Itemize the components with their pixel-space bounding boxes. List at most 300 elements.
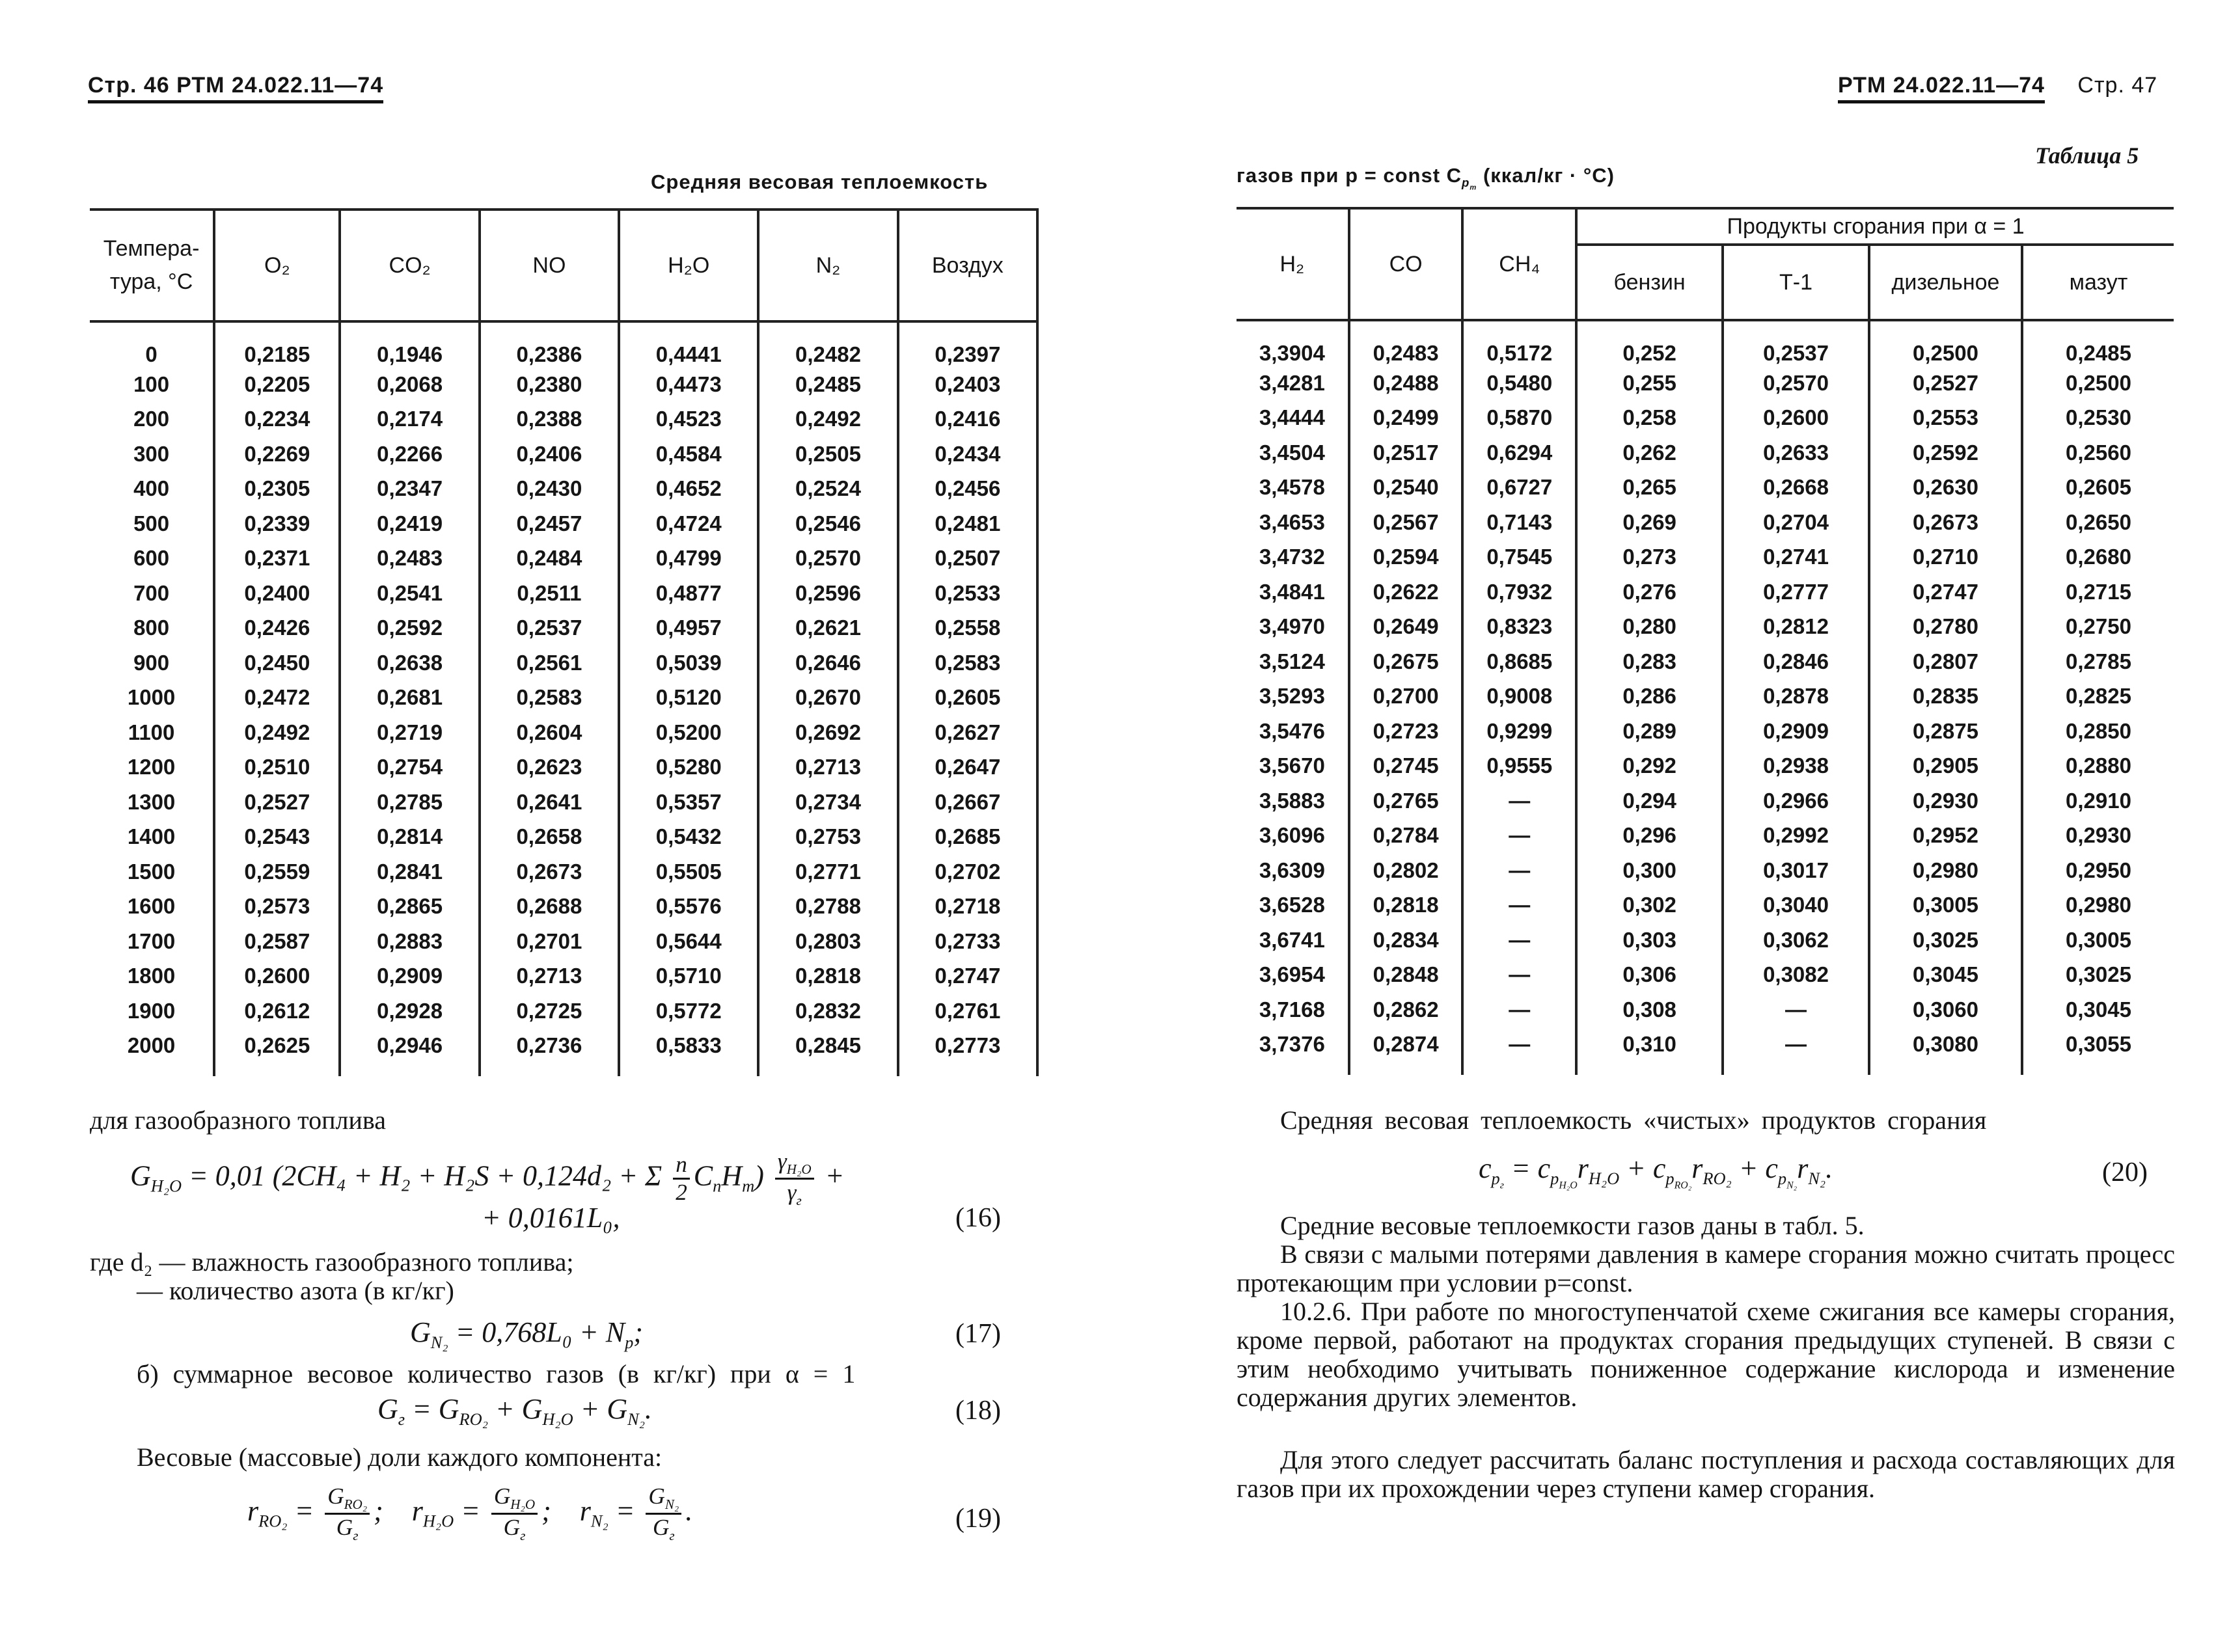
table-row bbox=[1237, 320, 2174, 366]
table-cell: 0,2174 bbox=[340, 402, 479, 437]
table-cell: 0,2670 bbox=[758, 681, 897, 716]
table-cell: 0,2605 bbox=[2022, 470, 2174, 506]
table-row bbox=[1237, 714, 2174, 749]
table-cell: 0,5172 bbox=[1462, 320, 1576, 366]
table-cell: 1800 bbox=[127, 964, 176, 988]
col-co2: CO₂ bbox=[340, 210, 479, 321]
table-row bbox=[90, 506, 1037, 541]
table-cell: 0,4652 bbox=[619, 472, 758, 507]
table-cell: 0,2818 bbox=[1349, 888, 1463, 923]
table-cell: 0,2930 bbox=[1869, 783, 2022, 819]
table-cell: 0,2524 bbox=[758, 472, 897, 507]
table-cell: 0,2909 bbox=[340, 959, 479, 994]
table-cell: 0,2812 bbox=[1723, 610, 1869, 645]
table-row bbox=[1237, 923, 2174, 958]
table-row bbox=[1237, 819, 2174, 854]
table-cell: 0,2980 bbox=[2022, 888, 2174, 923]
table-cell: 0,2803 bbox=[758, 924, 897, 959]
table-cell: 0,2573 bbox=[214, 889, 340, 925]
table-cell: 0,5480 bbox=[1462, 366, 1576, 401]
table-spacer-cell bbox=[619, 1063, 758, 1076]
table-cell: 0,2875 bbox=[1869, 714, 2022, 749]
table-row bbox=[90, 402, 1037, 437]
table-row bbox=[90, 611, 1037, 646]
table-cell: 1700 bbox=[127, 928, 176, 953]
table-cell: 0,2802 bbox=[1349, 853, 1463, 888]
table-cell: 0,2784 bbox=[1349, 819, 1463, 854]
paragraph-mean-heat-capacity: Средняя весовая теплоемкость «чистых» продуктов сгорания bbox=[1280, 1105, 1987, 1135]
table-cell: 0,2485 bbox=[2022, 320, 2174, 366]
table-cell: 0,9299 bbox=[1462, 714, 1576, 749]
table-cell: 0,2715 bbox=[2022, 575, 2174, 610]
table-cell: 0,2845 bbox=[758, 1029, 897, 1064]
table-cell: 0,2622 bbox=[1349, 575, 1463, 610]
table-cell: 0,2507 bbox=[898, 541, 1037, 576]
table-cell: 0,2537 bbox=[1723, 320, 1869, 366]
table-cell: 0,2583 bbox=[898, 645, 1037, 681]
equation-16-number: (16) bbox=[955, 1203, 1001, 1233]
table-cell: 0,2701 bbox=[480, 924, 619, 959]
table-cell: 500 bbox=[133, 511, 170, 535]
table-cell: 0,4584 bbox=[619, 437, 758, 472]
table-cell: 0,294 bbox=[1576, 783, 1723, 819]
table-cell: 0,258 bbox=[1576, 401, 1723, 436]
table-cell: — bbox=[1462, 783, 1576, 819]
table-row bbox=[1237, 679, 2174, 714]
table-cell: 0,2570 bbox=[1723, 366, 1869, 401]
table-cell: 0,2734 bbox=[758, 785, 897, 820]
col-no: NO bbox=[480, 210, 619, 321]
table-cell: 0,2747 bbox=[898, 959, 1037, 994]
table-cell: 0,2450 bbox=[214, 645, 340, 681]
table-cell: 0,5432 bbox=[619, 820, 758, 855]
table-cell: 1600 bbox=[127, 894, 176, 919]
table-cell: 0,2910 bbox=[2022, 783, 2174, 819]
table-row bbox=[90, 321, 1037, 367]
table-cell: 0,2646 bbox=[758, 645, 897, 681]
table-cell: 3,6954 bbox=[1259, 962, 1325, 987]
table-cell: 0,2719 bbox=[340, 715, 479, 750]
table-cell: 0,2807 bbox=[1869, 644, 2022, 679]
equation-16-line1: $G_{H_2O} = 0,01$ (2CH₄ + H₂ + H₂S + 0,124d₂ + Σ $\frac{n}{2}$ $C_nH_m$) $\frac{\gamma_{H_2O}}{\gamma_г}$ + bbox=[130, 1148, 845, 1209]
table-cell: 1300 bbox=[127, 789, 176, 814]
paragraph-table-ref: Средние весовые теплоемкости газов даны в табл. 5. bbox=[1280, 1211, 1865, 1240]
table-spacer-cell bbox=[1869, 1062, 2022, 1075]
col-h2o: H₂O bbox=[619, 210, 758, 321]
table-cell: 0,4957 bbox=[619, 611, 758, 646]
table-cell: 0,3005 bbox=[2022, 923, 2174, 958]
table-row bbox=[90, 437, 1037, 472]
table-cell: 0 bbox=[145, 342, 157, 366]
table-cell: — bbox=[1462, 923, 1576, 958]
table-cell: 0,2754 bbox=[340, 750, 479, 785]
table-cell: 0,2604 bbox=[480, 715, 619, 750]
table-row bbox=[1237, 644, 2174, 679]
table-cell: — bbox=[1462, 819, 1576, 854]
equation-19: $r_{RO_2}$ = $\frac{G_{RO_2}}{G_г}$ ; $r_{H_2O}$ = $\frac{G_{H_2O}}{G_г}$ ; $r_{N_2}$ = $\frac{G_{N_2}}{G_г}$ . bbox=[247, 1483, 693, 1544]
table-cell: — bbox=[1723, 992, 1869, 1027]
table-cell: 0,2638 bbox=[340, 645, 479, 681]
text-gas-fuel: для газообразного топлива bbox=[90, 1105, 386, 1135]
table-cell: 0,2205 bbox=[214, 367, 340, 402]
table-cell: 0,2600 bbox=[214, 959, 340, 994]
table-row bbox=[90, 785, 1037, 820]
col-temperature: Темпера-тура, °С bbox=[103, 236, 200, 294]
table-spacer-cell bbox=[1237, 1062, 1349, 1075]
table-cell: 0,2546 bbox=[758, 506, 897, 541]
heat-capacity-table-right bbox=[1237, 207, 2174, 1075]
table-row bbox=[90, 645, 1037, 681]
table-cell: 0,2905 bbox=[1869, 749, 2022, 784]
table-cell: 3,6309 bbox=[1259, 858, 1325, 882]
table-cell: 0,2835 bbox=[1869, 679, 2022, 714]
table-cell: 0,2596 bbox=[758, 576, 897, 611]
table-cell: 0,9008 bbox=[1462, 679, 1576, 714]
table-cell: 0,2681 bbox=[340, 681, 479, 716]
table-cell: 0,5505 bbox=[619, 854, 758, 889]
table-cell: 1000 bbox=[127, 685, 176, 710]
table-cell: 0,2713 bbox=[480, 959, 619, 994]
table-spacer-cell bbox=[1723, 1062, 1869, 1075]
table-cell: 0,5280 bbox=[619, 750, 758, 785]
table-cell: 0,3025 bbox=[2022, 958, 2174, 993]
table-cell: 0,1946 bbox=[340, 321, 479, 367]
table-cell: 0,7545 bbox=[1462, 540, 1576, 575]
table-cell: 0,310 bbox=[1576, 1027, 1723, 1063]
table-cell: 0,2736 bbox=[480, 1029, 619, 1064]
table-cell: 0,2386 bbox=[480, 321, 619, 367]
table-spacer-cell bbox=[90, 1063, 214, 1076]
table-cell: — bbox=[1462, 888, 1576, 923]
table-cell: 0,2558 bbox=[898, 611, 1037, 646]
table-cell: 0,2492 bbox=[758, 402, 897, 437]
table-cell: 0,2400 bbox=[214, 576, 340, 611]
table-cell: 0,5576 bbox=[619, 889, 758, 925]
table-cell: 3,5670 bbox=[1259, 753, 1325, 778]
table-cell: 0,2627 bbox=[898, 715, 1037, 750]
table-spacer-cell bbox=[2022, 1062, 2174, 1075]
equation-20: $c_{p_г} = c_{p_{H_2O}}r_{H_2O} + c_{p_{RO_2}}r_{RO_2} + c_{p_{N_2}}r_{N_2}$. bbox=[1479, 1152, 1833, 1191]
table-cell: 0,7932 bbox=[1462, 575, 1576, 610]
table-cell: 0,2266 bbox=[340, 437, 479, 472]
table-cell: 900 bbox=[133, 650, 170, 675]
table-cell: 3,6741 bbox=[1259, 927, 1325, 952]
table-cell: 0,286 bbox=[1576, 679, 1723, 714]
right-page-header: РТМ 24.022.11—74 Стр. 47 bbox=[1838, 73, 2157, 98]
table-cell: 0,2482 bbox=[758, 321, 897, 367]
table-cell: — bbox=[1723, 1027, 1869, 1063]
table-cell: 800 bbox=[133, 616, 170, 640]
table-cell: 0,2938 bbox=[1723, 749, 1869, 784]
where-d2: где d₂ — влажность газообразного топлива; bbox=[90, 1247, 574, 1277]
table-row bbox=[1237, 888, 2174, 923]
table-row bbox=[90, 889, 1037, 925]
table-cell: 0,2397 bbox=[898, 321, 1037, 367]
equation-18-number: (18) bbox=[955, 1396, 1001, 1426]
table-cell: 0,2537 bbox=[480, 611, 619, 646]
table-cell: 0,2688 bbox=[480, 889, 619, 925]
paragraph-10-2-6: 10.2.6. При работе по многоступенчатой схеме сжигания все камеры сгорания, кроме первой, работают на продуктах сгорания предыдущих ступеней. В связи с этим необходимо учитывать пониженное содержание кислорода и изменение содержания других элементов. bbox=[1237, 1297, 2175, 1412]
left-page bbox=[0, 0, 1114, 1652]
table-cell: 0,5644 bbox=[619, 924, 758, 959]
table-cell: 0,2649 bbox=[1349, 610, 1463, 645]
table-row bbox=[1237, 540, 2174, 575]
table-cell: 0,2668 bbox=[1723, 470, 1869, 506]
table-cell: 1100 bbox=[128, 720, 175, 744]
table-cell: 0,2878 bbox=[1723, 679, 1869, 714]
table-cell: 3,5883 bbox=[1259, 788, 1325, 813]
table-cell: 0,2950 bbox=[2022, 853, 2174, 888]
table-cell: 0,2416 bbox=[898, 402, 1037, 437]
table-cell: 3,4281 bbox=[1259, 370, 1325, 395]
table-cell: 3,5476 bbox=[1259, 718, 1325, 743]
table-body bbox=[1237, 320, 2174, 1075]
left-table-caption: Средняя весовая теплоемкость bbox=[651, 170, 989, 193]
table-cell: 0,3080 bbox=[1869, 1027, 2022, 1063]
table-cell: 0,2185 bbox=[214, 321, 340, 367]
table-cell: 0,6294 bbox=[1462, 435, 1576, 470]
table-cell: 0,2641 bbox=[480, 785, 619, 820]
table-cell: 0,2862 bbox=[1349, 992, 1463, 1027]
table-cell: 0,2658 bbox=[480, 820, 619, 855]
table-row bbox=[1237, 435, 2174, 470]
table-cell: 0,6727 bbox=[1462, 470, 1576, 506]
table-header-row-1 bbox=[1237, 208, 2174, 245]
table-cell: 0,2765 bbox=[1349, 783, 1463, 819]
table-cell: 0,2234 bbox=[214, 402, 340, 437]
paragraph-pressure-losses: В связи с малыми потерями давления в камере сгорания можно считать процесс протекающим при условии p=const. bbox=[1237, 1239, 2175, 1297]
table-cell: 0,255 bbox=[1576, 366, 1723, 401]
table-row bbox=[1237, 1027, 2174, 1063]
table-cell: 0,2541 bbox=[340, 576, 479, 611]
table-cell: 0,2702 bbox=[898, 854, 1037, 889]
table-cell: 0,2592 bbox=[340, 611, 479, 646]
table-cell: 0,3055 bbox=[2022, 1027, 2174, 1063]
table-cell: 0,306 bbox=[1576, 958, 1723, 993]
table-cell: 0,3062 bbox=[1723, 923, 1869, 958]
table-cell: 0,2880 bbox=[2022, 749, 2174, 784]
table-cell: 0,2472 bbox=[214, 681, 340, 716]
table-cell: 0,283 bbox=[1576, 644, 1723, 679]
table-cell: 1400 bbox=[127, 824, 176, 849]
table-cell: 100 bbox=[133, 372, 170, 396]
table-bottom-spacer bbox=[1237, 1062, 2174, 1075]
table-cell: 0,2488 bbox=[1349, 366, 1463, 401]
table-cell: 0,3040 bbox=[1723, 888, 1869, 923]
table-cell: 3,4732 bbox=[1259, 545, 1325, 569]
table-cell: 0,2406 bbox=[480, 437, 619, 472]
table-cell: 0,2745 bbox=[1349, 749, 1463, 784]
table-cell: 0,2883 bbox=[340, 924, 479, 959]
table-cell: 0,2594 bbox=[1349, 540, 1463, 575]
table-cell: 0,2761 bbox=[898, 994, 1037, 1029]
table-cell: 0,302 bbox=[1576, 888, 1723, 923]
table-cell: 3,4444 bbox=[1259, 405, 1325, 430]
table-cell: 0,2492 bbox=[214, 715, 340, 750]
table-cell: 0,2667 bbox=[898, 785, 1037, 820]
table-cell: 0,2403 bbox=[898, 367, 1037, 402]
table-cell: 0,2814 bbox=[340, 820, 479, 855]
table-cell: 0,2704 bbox=[1723, 505, 1869, 540]
table-cell: 3,6528 bbox=[1259, 893, 1325, 917]
table-cell: 0,308 bbox=[1576, 992, 1723, 1027]
table-cell: 0,2780 bbox=[1869, 610, 2022, 645]
table-cell: 0,2561 bbox=[480, 645, 619, 681]
table-cell: 0,5833 bbox=[619, 1029, 758, 1064]
table-cell: 0,5200 bbox=[619, 715, 758, 750]
table-row bbox=[90, 820, 1037, 855]
table-cell: 0,2527 bbox=[214, 785, 340, 820]
equation-18: $G_г = G_{RO_2} + G_{H_2O} + G_{N_2}$. bbox=[377, 1393, 652, 1429]
table-cell: 0,2371 bbox=[214, 541, 340, 576]
table-cell: 0,2485 bbox=[758, 367, 897, 402]
where-nitrogen: — количество азота (в кг/кг) bbox=[137, 1276, 454, 1305]
heat-capacity-table-left bbox=[90, 208, 1039, 1076]
col-o2: O₂ bbox=[214, 210, 340, 321]
table-cell: 0,8685 bbox=[1462, 644, 1576, 679]
table-cell: 0,5870 bbox=[1462, 401, 1576, 436]
table-row bbox=[1237, 853, 2174, 888]
table-cell: 0,2625 bbox=[214, 1029, 340, 1064]
table-cell: 0,2692 bbox=[758, 715, 897, 750]
table-row bbox=[90, 994, 1037, 1029]
table-cell: 0,289 bbox=[1576, 714, 1723, 749]
table-cell: 0,2850 bbox=[2022, 714, 2174, 749]
table-cell: 0,2553 bbox=[1869, 401, 2022, 436]
equation-17: $G_{N_2} = 0,768L_0 + N_p$; bbox=[410, 1316, 643, 1352]
table-cell: 0,2673 bbox=[1869, 505, 2022, 540]
table-row bbox=[90, 681, 1037, 716]
table-cell: 0,2785 bbox=[340, 785, 479, 820]
table-cell: 3,4504 bbox=[1259, 440, 1325, 465]
table-cell: 0,2068 bbox=[340, 367, 479, 402]
table-cell: 0,2785 bbox=[2022, 644, 2174, 679]
table-cell: 0,2966 bbox=[1723, 783, 1869, 819]
table-cell: 3,7168 bbox=[1259, 997, 1325, 1022]
table-cell: 0,2505 bbox=[758, 437, 897, 472]
table-spacer-cell bbox=[340, 1063, 479, 1076]
table-cell: 3,5293 bbox=[1259, 684, 1325, 709]
table-row bbox=[90, 367, 1037, 402]
table-cell: 0,262 bbox=[1576, 435, 1723, 470]
table-cell: 3,3904 bbox=[1259, 341, 1325, 365]
col-diesel: дизельное bbox=[1869, 245, 2022, 320]
table-cell: 0,3005 bbox=[1869, 888, 2022, 923]
table-cell: 0,2650 bbox=[2022, 505, 2174, 540]
table-row bbox=[90, 1029, 1037, 1064]
table-cell: 0,4441 bbox=[619, 321, 758, 367]
table-cell: 0,269 bbox=[1576, 505, 1723, 540]
table-row bbox=[90, 715, 1037, 750]
table-cell: 0,3045 bbox=[1869, 958, 2022, 993]
table-cell: 0,2992 bbox=[1723, 819, 1869, 854]
table-cell: 0,2511 bbox=[480, 576, 619, 611]
table-spacer-cell bbox=[1462, 1062, 1576, 1075]
table-cell: 0,2825 bbox=[2022, 679, 2174, 714]
table-cell: 0,2846 bbox=[1723, 644, 1869, 679]
table-spacer-cell bbox=[480, 1063, 619, 1076]
table-cell: 0,4799 bbox=[619, 541, 758, 576]
table-row bbox=[1237, 749, 2174, 784]
table-cell: 0,2457 bbox=[480, 506, 619, 541]
table-cell: 0,2570 bbox=[758, 541, 897, 576]
table-cell: 0,2483 bbox=[340, 541, 479, 576]
table-row bbox=[1237, 505, 2174, 540]
table-cell: 0,8323 bbox=[1462, 610, 1576, 645]
table-cell: 0,2700 bbox=[1349, 679, 1463, 714]
table-cell: 0,2587 bbox=[214, 924, 340, 959]
table-cell: 0,2747 bbox=[1869, 575, 2022, 610]
table-cell: 0,2456 bbox=[898, 472, 1037, 507]
table-cell: 3,4970 bbox=[1259, 614, 1325, 639]
table-cell: 0,3025 bbox=[1869, 923, 2022, 958]
table-cell: 0,5357 bbox=[619, 785, 758, 820]
table-cell: 0,2980 bbox=[1869, 853, 2022, 888]
equation-20-number: (20) bbox=[2102, 1158, 2148, 1187]
table-cell: 0,2741 bbox=[1723, 540, 1869, 575]
table-cell: 0,7143 bbox=[1462, 505, 1576, 540]
table-cell: 0,4473 bbox=[619, 367, 758, 402]
mass-fractions-text: Весовые (массовые) доли каждого компонента: bbox=[137, 1442, 663, 1472]
table-cell: 0,303 bbox=[1576, 923, 1723, 958]
table-cell: 0,2723 bbox=[1349, 714, 1463, 749]
table-cell: 0,2481 bbox=[898, 506, 1037, 541]
table-cell: 0,2612 bbox=[214, 994, 340, 1029]
table-cell: 0,2909 bbox=[1723, 714, 1869, 749]
table-cell: 3,4841 bbox=[1259, 579, 1325, 604]
table-cell: 0,2633 bbox=[1723, 435, 1869, 470]
table-cell: 0,2753 bbox=[758, 820, 897, 855]
right-table-caption: газов при p = const $C_{p_m}$ (ккал/кг · °С) bbox=[1237, 164, 1615, 192]
equation-17-number: (17) bbox=[955, 1319, 1001, 1349]
equation-19-number: (19) bbox=[955, 1504, 1001, 1534]
table-row bbox=[1237, 958, 2174, 993]
table-header-row bbox=[90, 210, 1037, 321]
table-cell: 0,2818 bbox=[758, 959, 897, 994]
table-cell: 0,3082 bbox=[1723, 958, 1869, 993]
table-cell: 0,2630 bbox=[1869, 470, 2022, 506]
table-spacer-cell bbox=[1349, 1062, 1463, 1075]
table-cell: 0,2567 bbox=[1349, 505, 1463, 540]
table-cell: 0,2388 bbox=[480, 402, 619, 437]
table-row bbox=[1237, 575, 2174, 610]
table-cell: 0,2559 bbox=[214, 854, 340, 889]
table-cell: 3,4653 bbox=[1259, 509, 1325, 534]
table-cell: 0,276 bbox=[1576, 575, 1723, 610]
table-cell: 0,2533 bbox=[898, 576, 1037, 611]
table-cell: 0,3045 bbox=[2022, 992, 2174, 1027]
table-bottom-spacer bbox=[90, 1063, 1037, 1076]
table-spacer-cell bbox=[214, 1063, 340, 1076]
table-row bbox=[1237, 366, 2174, 401]
table-cell: 0,4724 bbox=[619, 506, 758, 541]
col-t1: Т-1 bbox=[1723, 245, 1869, 320]
col-fuel-oil: мазут bbox=[2022, 245, 2174, 320]
table-spacer-cell bbox=[1576, 1062, 1723, 1075]
equation-16-line2: + 0,0161L₀, bbox=[482, 1202, 620, 1234]
table-cell: 0,4523 bbox=[619, 402, 758, 437]
table-row bbox=[90, 472, 1037, 507]
table-row bbox=[1237, 401, 2174, 436]
table-row bbox=[1237, 610, 2174, 645]
table-cell: 0,2605 bbox=[898, 681, 1037, 716]
table-cell: 2000 bbox=[127, 1033, 176, 1058]
table-cell: 0,2718 bbox=[898, 889, 1037, 925]
table-cell: 0,2832 bbox=[758, 994, 897, 1029]
table-cell: 0,5039 bbox=[619, 645, 758, 681]
table-cell: 0,2874 bbox=[1349, 1027, 1463, 1063]
table-cell: 0,2680 bbox=[2022, 540, 2174, 575]
